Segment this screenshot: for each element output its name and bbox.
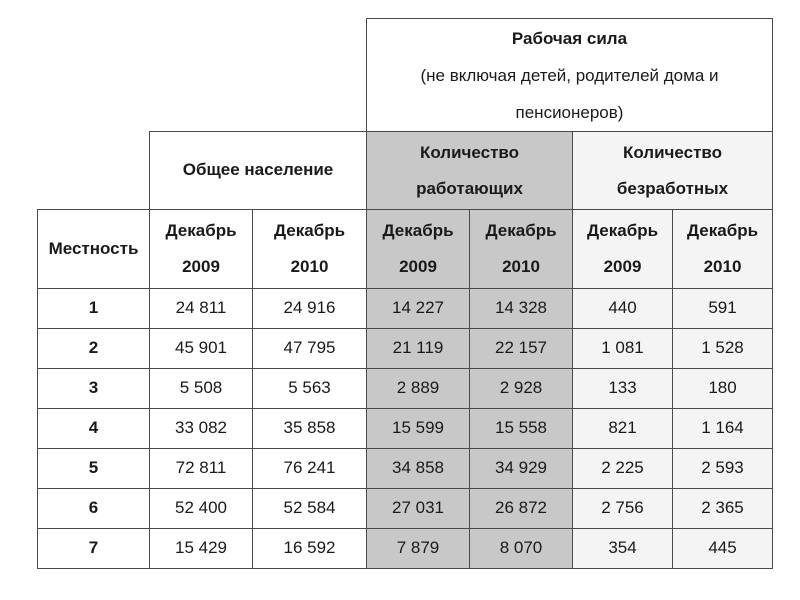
table-cell: 24 916	[253, 289, 367, 329]
table-cell: 26 872	[470, 489, 573, 529]
period-year: 2010	[502, 257, 540, 276]
table-row	[38, 489, 773, 529]
table-cell: 15 558	[470, 409, 573, 449]
labor-force-header	[367, 19, 773, 132]
unemployed-header-line2: безработных	[616, 178, 729, 198]
table-cell: 2 593	[673, 449, 773, 489]
locality-id: 7	[38, 529, 150, 569]
table-cell: 35 858	[253, 409, 367, 449]
period-year: 2009	[182, 257, 220, 276]
table-cell: 7 879	[367, 529, 470, 569]
employed-header	[367, 132, 573, 210]
table-cell: 72 811	[150, 449, 253, 489]
total-population-header: Общее население	[150, 132, 367, 210]
table-cell: 821	[573, 409, 673, 449]
table-cell: 14 328	[470, 289, 573, 329]
table-row	[38, 369, 773, 409]
table-cell: 440	[573, 289, 673, 329]
period-header	[150, 210, 253, 289]
table-cell: 5 508	[150, 369, 253, 409]
table-cell: 34 929	[470, 449, 573, 489]
employed-header-line1: Количество	[419, 142, 520, 162]
period-month: Декабрь	[382, 221, 454, 240]
table-cell: 16 592	[253, 529, 367, 569]
table-cell: 47 795	[253, 329, 367, 369]
table-cell: 445	[673, 529, 773, 569]
table-row	[38, 529, 773, 569]
table-cell: 34 858	[367, 449, 470, 489]
table-cell: 2 928	[470, 369, 573, 409]
period-header	[673, 210, 773, 289]
table-cell: 24 811	[150, 289, 253, 329]
empty-locality-top	[38, 132, 150, 210]
table-cell: 5 563	[253, 369, 367, 409]
table-row	[38, 409, 773, 449]
table-cell: 354	[573, 529, 673, 569]
period-year: 2010	[703, 257, 742, 276]
labor-force-note-line2: пенсионеров)	[515, 102, 624, 122]
labor-force-title: Рабочая сила	[511, 28, 628, 48]
table-cell: 45 901	[150, 329, 253, 369]
locality-id: 1	[38, 289, 150, 329]
table-cell: 22 157	[470, 329, 573, 369]
period-month: Декабрь	[273, 221, 346, 240]
period-month: Декабрь	[165, 221, 237, 240]
table-cell: 133	[573, 369, 673, 409]
table-cell: 180	[673, 369, 773, 409]
unemployed-header	[573, 132, 773, 210]
table-cell: 1 164	[673, 409, 773, 449]
table-cell: 15 429	[150, 529, 253, 569]
period-header	[573, 210, 673, 289]
table-cell: 15 599	[367, 409, 470, 449]
table-cell: 1 081	[573, 329, 673, 369]
period-year: 2009	[399, 257, 437, 276]
table-cell: 76 241	[253, 449, 367, 489]
period-month: Декабрь	[586, 221, 659, 240]
period-header	[470, 210, 573, 289]
period-header	[253, 210, 367, 289]
locality-id: 6	[38, 489, 150, 529]
table-row	[38, 449, 773, 489]
period-year: 2009	[603, 257, 642, 276]
table-cell: 52 400	[150, 489, 253, 529]
table-cell: 8 070	[470, 529, 573, 569]
table-cell: 2 225	[573, 449, 673, 489]
period-month: Декабрь	[485, 221, 557, 240]
table-cell: 33 082	[150, 409, 253, 449]
table-cell: 1 528	[673, 329, 773, 369]
period-year: 2010	[290, 257, 329, 276]
locality-header: Местность	[38, 210, 150, 289]
period-month: Декабрь	[686, 221, 759, 240]
table-cell: 52 584	[253, 489, 367, 529]
table-cell: 591	[673, 289, 773, 329]
table-cell: 2 756	[573, 489, 673, 529]
table-cell: 27 031	[367, 489, 470, 529]
unemployed-header-line1: Количество	[622, 142, 723, 162]
labor-force-note-line1: (не включая детей, родителей дома и	[420, 65, 719, 85]
locality-id: 5	[38, 449, 150, 489]
table-row	[38, 329, 773, 369]
table-cell: 2 889	[367, 369, 470, 409]
period-header	[367, 210, 470, 289]
locality-id: 3	[38, 369, 150, 409]
table-cell: 21 119	[367, 329, 470, 369]
table-row	[38, 289, 773, 329]
labor-statistics-table	[37, 18, 773, 569]
locality-id: 2	[38, 329, 150, 369]
locality-id: 4	[38, 409, 150, 449]
table-cell: 2 365	[673, 489, 773, 529]
table-cell: 14 227	[367, 289, 470, 329]
empty-corner	[38, 19, 367, 132]
employed-header-line2: работающих	[416, 178, 523, 198]
